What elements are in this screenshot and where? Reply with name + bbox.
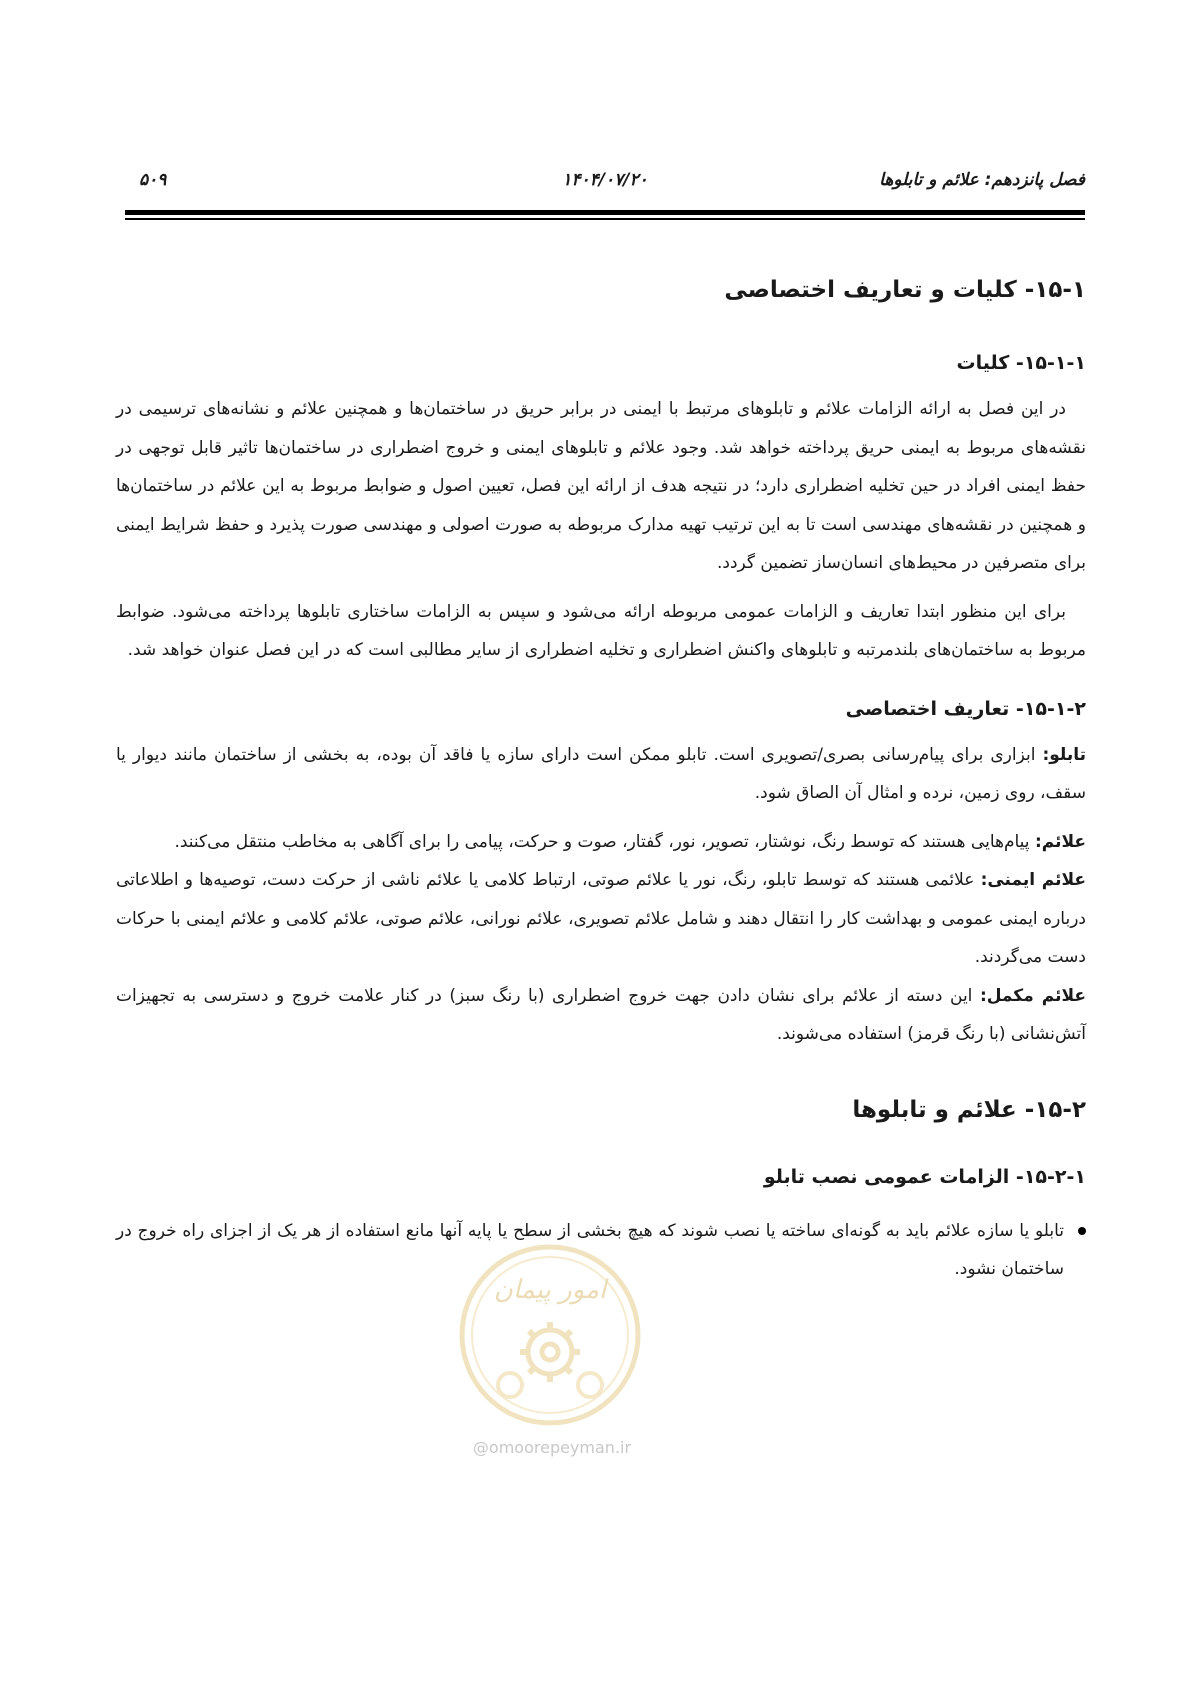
header-date: ۱۴۰۴/۰۷/۲۰: [562, 170, 648, 190]
watermark-ring: [462, 1247, 638, 1423]
chapter-title: فصل پانزدهم: علائم و تابلوها: [879, 170, 1085, 190]
header-rule-thin: [125, 218, 1085, 220]
definition-text: ابزاری برای پیام‌رسانی بصری/تصویری است. تابلو ممکن است دارای سازه یا فاقد آن بوده، به بخشی از ساختمان مانند دیوار یا سقف، روی زمین، نرده و امثال آن الصاق شود.: [116, 744, 1086, 803]
page-header: [125, 170, 1085, 200]
definition-term: علائم ایمنی:: [980, 870, 1086, 890]
header-rule-thick: [125, 210, 1085, 215]
subsection-1-1-heading: ۱۵-۱-۱- کلیات: [956, 352, 1086, 374]
definition-text: پیام‌هایی هستند که توسط رنگ، نوشتار، تصویر، نور، گفتار، صوت و حرکت، پیامی را برای آگاهی به مخاطب منتقل می‌کنند.: [174, 831, 1035, 852]
definition-term: علائم:: [1034, 831, 1086, 852]
definition-alaem-mokamel: [116, 977, 1086, 1054]
page-number: ۵۰۹: [139, 170, 167, 190]
bullet-icon: [1078, 1227, 1086, 1235]
definition-text: این دسته از علائم برای نشان دادن جهت خروج اضطراری (با رنگ سبز) در کنار علامت خروج و دسترسی به تجهیزات آتش‌نشانی (با رنگ قرمز) استفاده می‌شوند.: [116, 985, 1086, 1044]
watermark-logo: [455, 1240, 645, 1430]
definition-tablo: [116, 736, 1086, 813]
watermark-logo-text: امور پیمان: [493, 1275, 607, 1305]
paragraph-1: در این فصل به ارائه الزامات علائم و تابلوهای مرتبط با ایمنی در برابر حریق در ساختمان‌ها و همچنین علائم و نشانه‌های ترسیمی در نقشه‌های مربوط به ایمنی حریق پرداخته خواهد شد. وجود علائم و تابلوهای ایمنی و خروج اضطراری در ساختمان‌ها تاثیر قابل توجهی در حفظ ایمنی افراد در حین تخلیه اضطراری دارد؛ در نتیجه هدف از ارائه این فصل، تعیین اصول و ضوابط مربوط به این علائم در ساختمان‌ها و همچنین در نقشه‌های مهندسی است تا به این ترتیب تهیه مدارک مربوطه به صورت اصولی و مهندسی صورت پذیرد و حفظ شرایط ایمنی برای متصرفین در محیط‌های انسان‌ساز تضمین گردد.: [116, 399, 1086, 573]
definition-text: علائمی هستند که توسط تابلو، رنگ، نور یا علائم صوتی، ارتباط کلامی یا علائم ناشی از حرکت دست، توصیه‌ها و اطلاعاتی درباره ایمنی عمومی و بهداشت کار را انتقال دهند و شامل علائم تصویری، علائم نورانی، علائم صوتی، علائم کلامی و علائم ایمنی با حرکات دست می‌گردند.: [116, 870, 1086, 967]
definition-alaem-imeni: [116, 861, 1086, 977]
section-1-heading: ۱۵-۱- کلیات و تعاریف اختصاصی: [724, 277, 1086, 303]
subsection-2-1-heading: ۱۵-۲-۱- الزامات عمومی نصب تابلو: [763, 1165, 1086, 1188]
definition-term: تابلو:: [1042, 744, 1086, 765]
section-2-heading: ۱۵-۲- علائم و تابلوها: [852, 1096, 1086, 1123]
paragraph-2: برای این منظور ابتدا تعاریف و الزامات عمومی مربوطه ارائه می‌شود و سپس به الزامات ساختاری تابلوها پرداخته می‌شود. ضوابط مربوط به ساختمان‌های بلندمرتبه و تابلوهای واکنش اضطراری و تخلیه اضطراری از سایر مطالبی است که در این فصل عنوان خواهد شد.: [116, 601, 1086, 660]
definition-alaem: [116, 823, 1086, 862]
watermark-url: @omoorepeyman.ir: [472, 1438, 632, 1457]
gear-icon: [528, 1330, 572, 1374]
page-content: [116, 270, 1086, 1289]
definition-term: علائم مکمل:: [979, 985, 1086, 1006]
subsection-1-2-heading: ۱۵-۱-۲- تعاریف اختصاصی: [845, 697, 1086, 720]
list-item-text: تابلو یا سازه علائم باید به گونه‌ای ساخته یا نصب شوند که هیچ بخشی از سطح یا پایه آنها مانع استفاده از هر یک از اجزای راه خروج در ساختمان نشود.: [116, 1220, 1064, 1279]
